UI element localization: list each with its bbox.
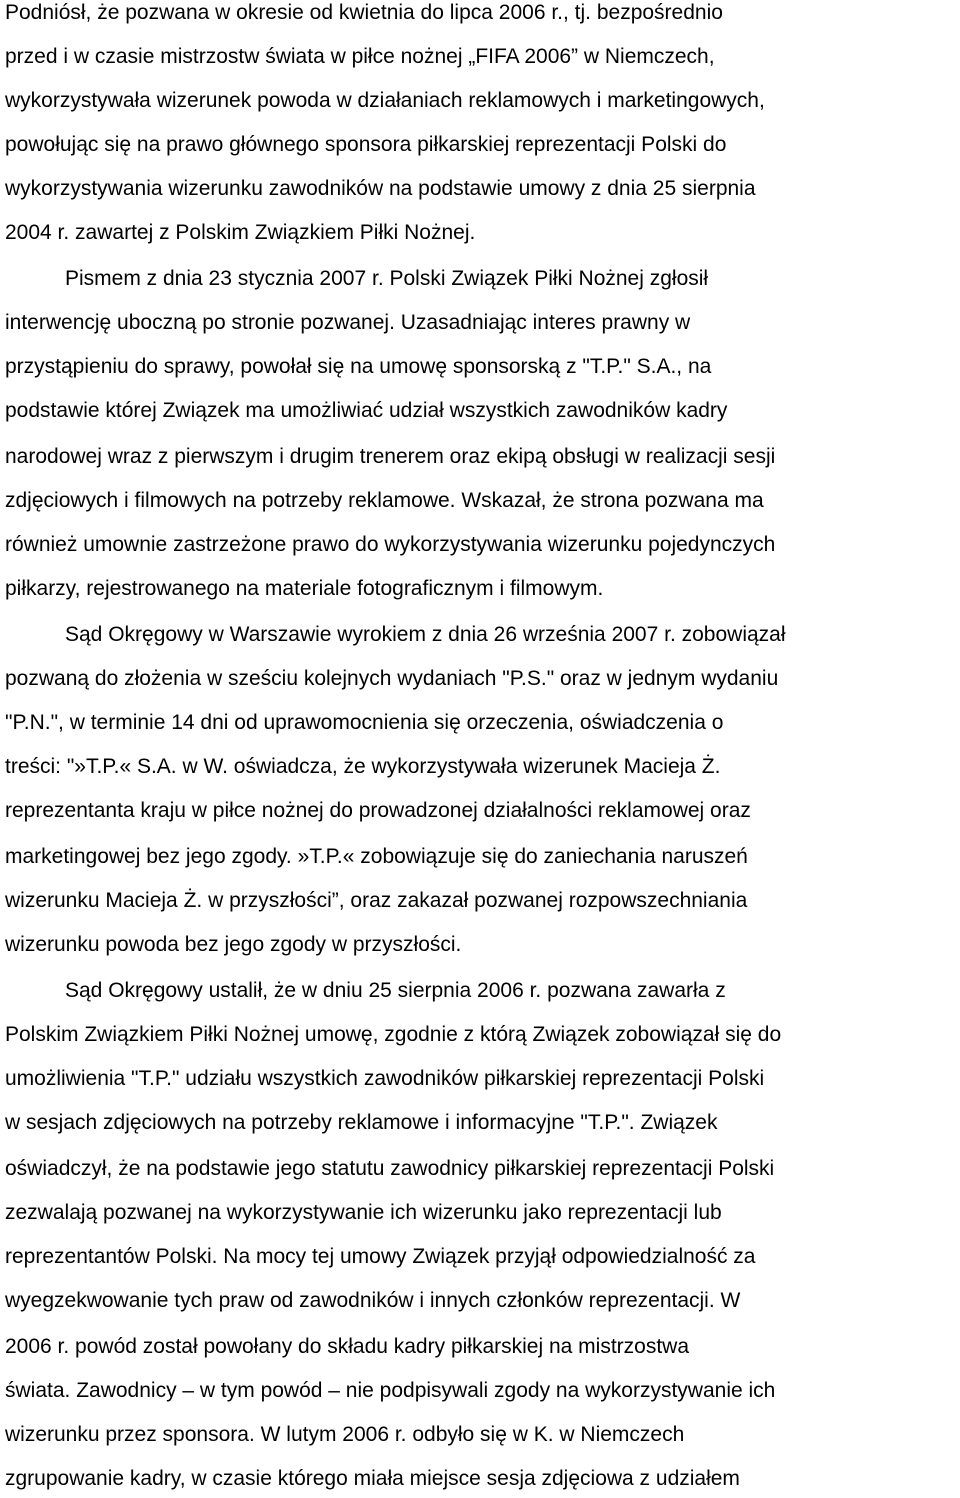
text-line: w sesjach zdjęciowych na potrzeby reklamowe i informacyjne "T.P.". Związek [5,1111,718,1134]
paragraph-start-line: Sąd Okręgowy w Warszawie wyrokiem z dnia 26 września 2007 r. zobowiązał [65,623,786,646]
text-line: wizerunku Macieja Ż. w przyszłości”, oraz zakazał pozwanej rozpowszechniania [5,889,748,912]
text-line: pozwaną do złożenia w sześciu kolejnych wydaniach "P.S." oraz w jednym wydaniu [5,667,779,690]
text-line: wykorzystywania wizerunku zawodników na podstawie umowy z dnia 25 sierpnia [5,177,756,200]
text-line: piłkarzy, rejestrowanego na materiale fotograficznym i filmowym. [5,577,604,600]
text-line: Podniósł, że pozwana w okresie od kwietnia do lipca 2006 r., tj. bezpośrednio [5,1,723,24]
text-line: reprezentantów Polski. Na mocy tej umowy Związek przyjął odpowiedzialność za [5,1245,756,1268]
text-line: wizerunku przez sponsora. W lutym 2006 r. odbyło się w K. w Niemczech [5,1423,685,1446]
text-line: reprezentanta kraju w piłce nożnej do prowadzonej działalności reklamowej oraz [5,799,751,822]
text-line: umożliwienia "T.P." udziału wszystkich zawodników piłkarskiej reprezentacji Polski [5,1067,765,1090]
text-line: interwencję uboczną po stronie pozwanej. Uzasadniając interes prawny w [5,311,691,334]
text-line: zdjęciowych i filmowych na potrzeby reklamowe. Wskazał, że strona pozwana ma [5,489,764,512]
text-line: wizerunku powoda bez jego zgody w przyszłości. [5,933,462,956]
text-line: przed i w czasie mistrzostw świata w piłce nożnej „FIFA 2006” w Niemczech, [5,45,715,68]
text-line: zezwalają pozwanej na wykorzystywanie ich wizerunku jako reprezentacji lub [5,1201,722,1224]
paragraph-start-line: Sąd Okręgowy ustalił, że w dniu 25 sierpnia 2006 r. pozwana zawarła z [65,979,726,1002]
text-line: marketingowej bez jego zgody. »T.P.« zobowiązuje się do zaniechania naruszeń [5,845,748,868]
text-line: narodowej wraz z pierwszym i drugim trenerem oraz ekipą obsługi w realizacji sesji [5,445,776,468]
text-line: również umownie zastrzeżone prawo do wykorzystywania wizerunku pojedynczych [5,533,776,556]
text-line: "P.N.", w terminie 14 dni od uprawomocnienia się orzeczenia, oświadczenia o [5,711,724,734]
text-line: wyegzekwowanie tych praw od zawodników i innych członków reprezentacji. W [5,1289,741,1312]
text-line: powołując się na prawo głównego sponsora piłkarskiej reprezentacji Polski do [5,133,727,156]
paragraph-start-line: Pismem z dnia 23 stycznia 2007 r. Polski Związek Piłki Nożnej zgłosił [65,267,709,290]
text-line: podstawie której Związek ma umożliwiać udział wszystkich zawodników kadry [5,399,728,422]
text-line: przystąpieniu do sprawy, powołał się na umowę sponsorską z "T.P." S.A., na [5,355,712,378]
text-line: Polskim Związkiem Piłki Nożnej umowę, zgodnie z którą Związek zobowiązał się do [5,1023,782,1046]
text-line: zgrupowanie kadry, w czasie którego miała miejsce sesja zdjęciowa z udziałem [5,1467,740,1490]
text-line: wykorzystywała wizerunek powoda w działaniach reklamowych i marketingowych, [5,89,765,112]
text-line: treści: "»T.P.« S.A. w W. oświadcza, że wykorzystywała wizerunek Macieja Ż. [5,755,721,778]
text-line: świata. Zawodnicy – w tym powód – nie podpisywali zgody na wykorzystywanie ich [5,1379,776,1402]
text-line: 2006 r. powód został powołany do składu kadry piłkarskiej na mistrzostwa [5,1335,690,1358]
text-line: 2004 r. zawartej z Polskim Związkiem Piłki Nożnej. [5,221,476,244]
text-line: oświadczył, że na podstawie jego statutu zawodnicy piłkarskiej reprezentacji Polski [5,1157,775,1180]
